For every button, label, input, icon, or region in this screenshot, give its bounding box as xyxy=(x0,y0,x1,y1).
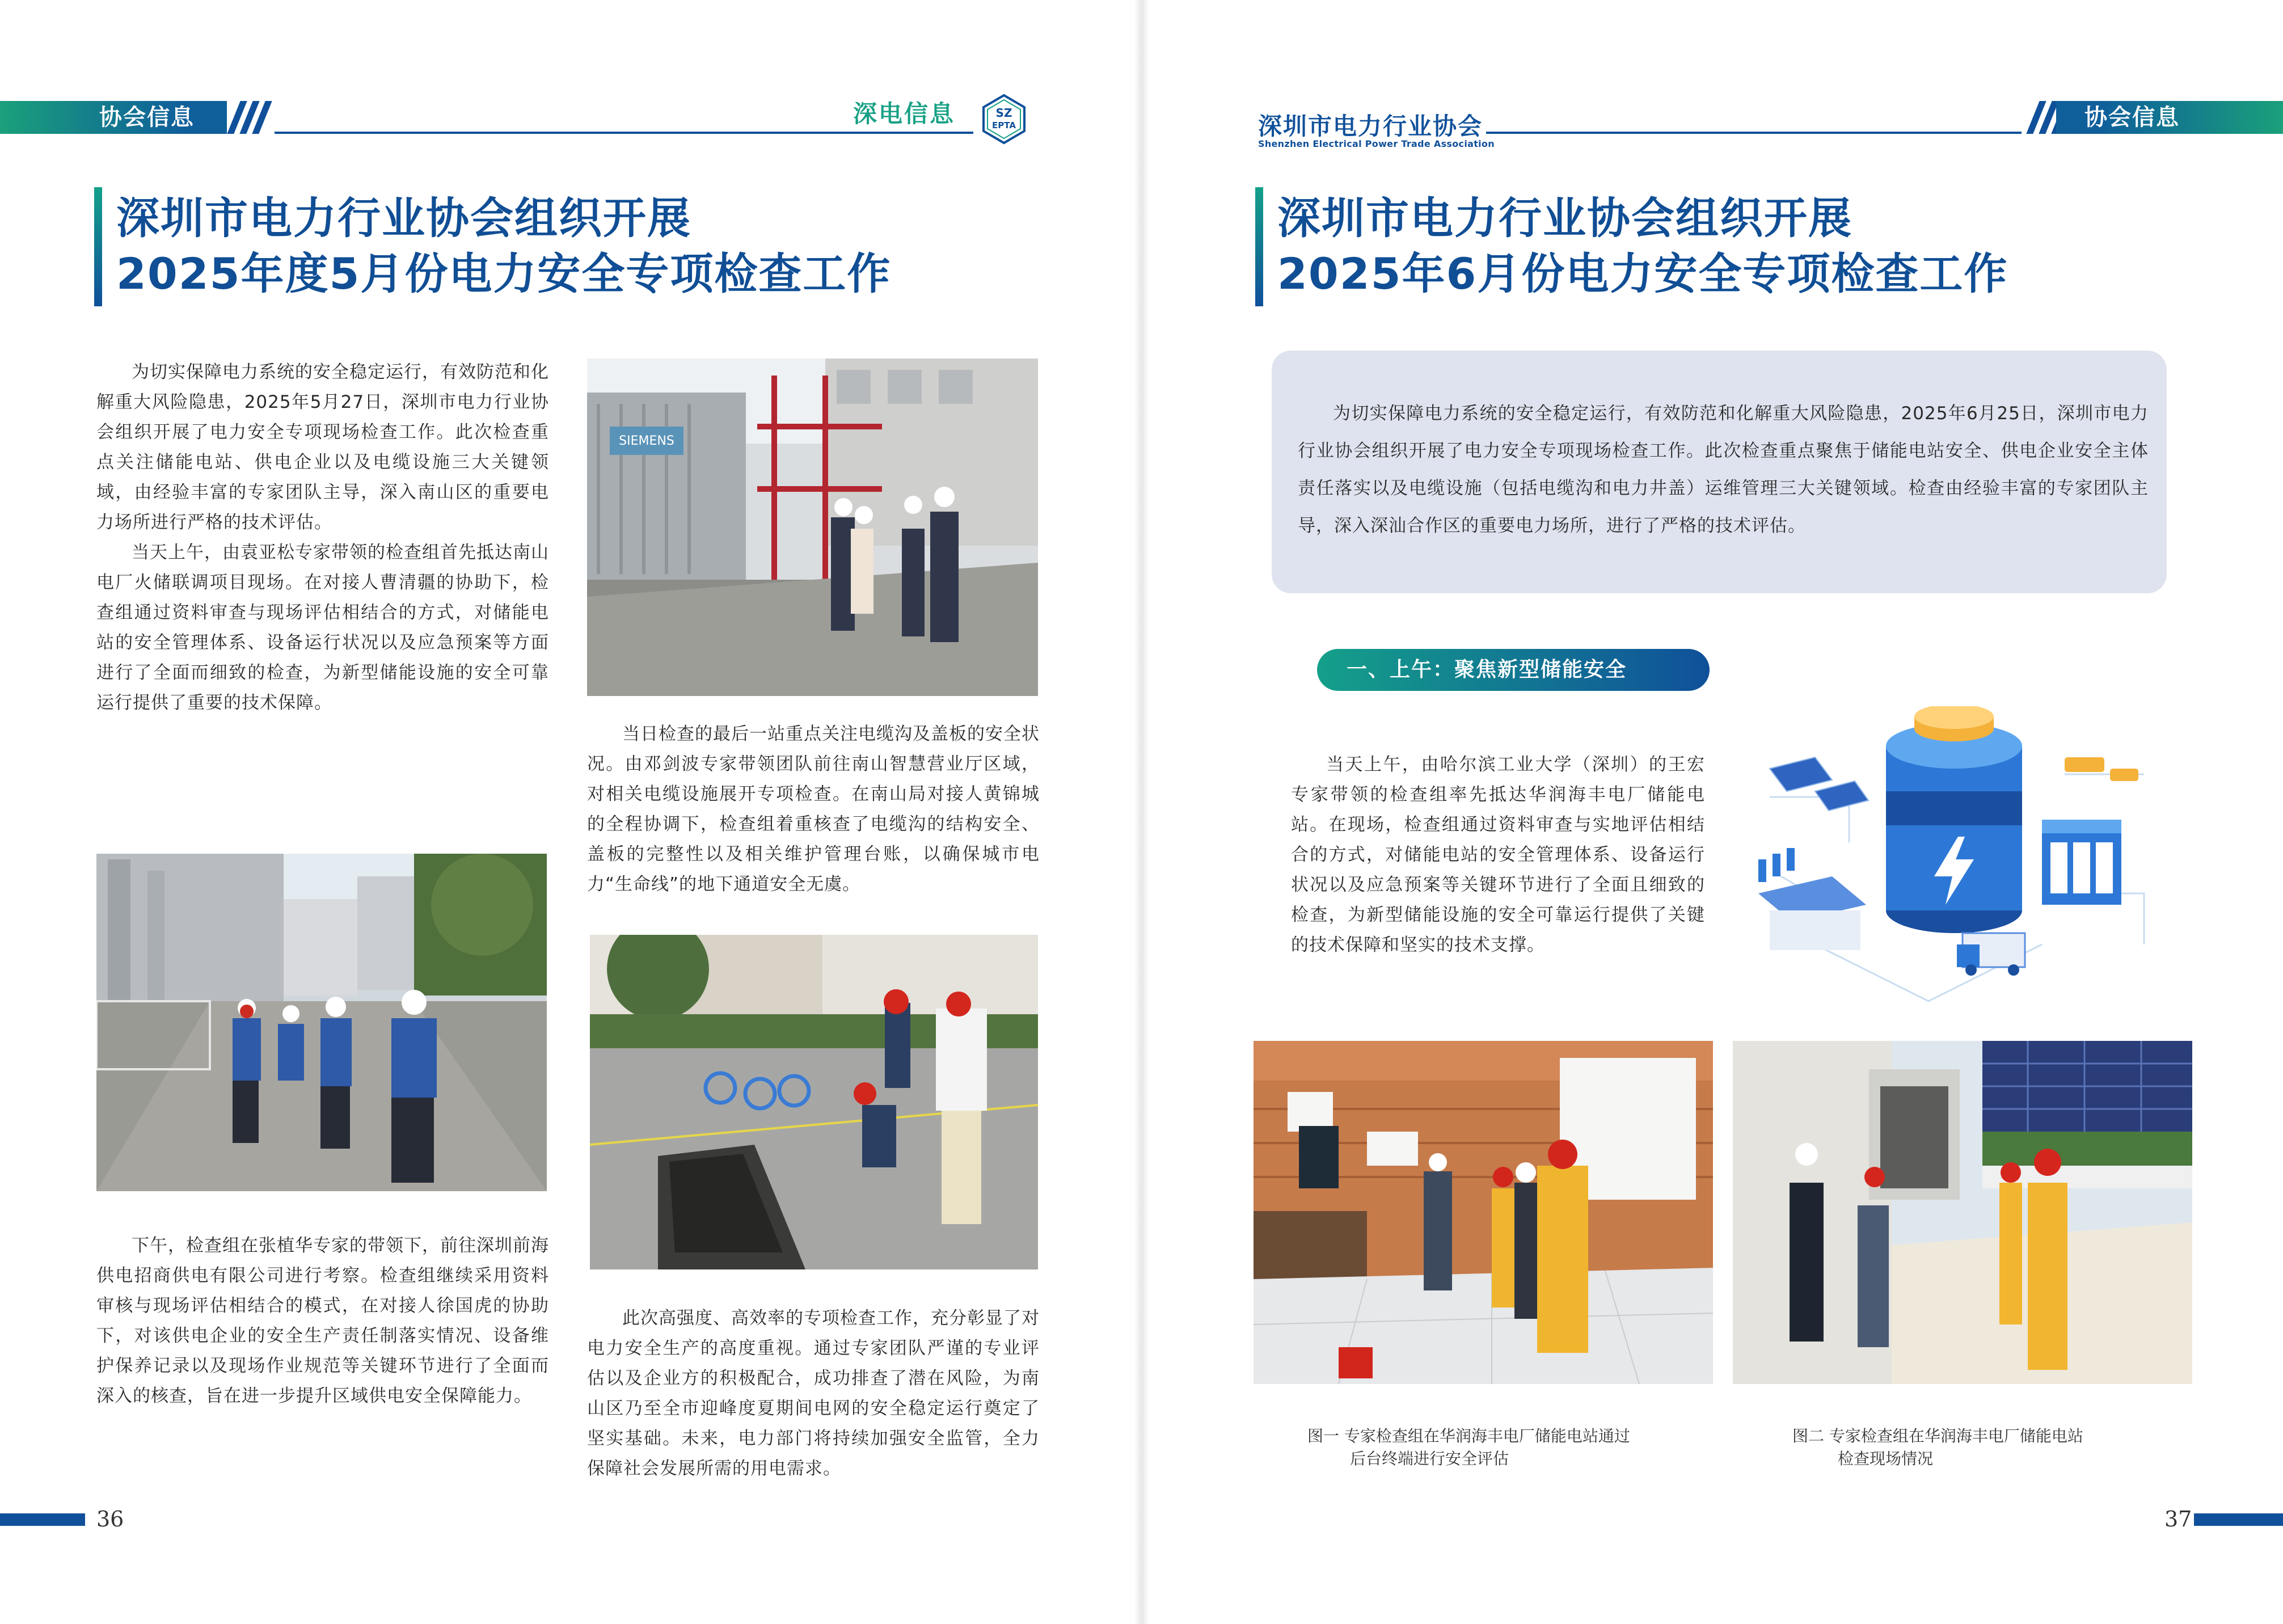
photo-storage-site xyxy=(1733,1041,2192,1384)
paragraph: 当天上午，由袁亚松专家带领的检查组首先抵达南山电厂火储联调项目现场。在对接人曹清疆的协助下，检查组通过资料审查与现场评估相结合的方式，对储能电站的安全管理体系、设备运行状况以及应急预案等方面进行了全面而细致的检查，为新型储能设施的安全可靠运行提供了重要的技术保障。 xyxy=(96,542,549,713)
cabinet-icon xyxy=(2042,820,2121,905)
right-title-accent xyxy=(1255,187,1263,306)
intro-text xyxy=(1298,395,2149,545)
left-header-tab xyxy=(0,101,227,134)
paragraph: 下午，检查组在张植华专家的带领下，前往深圳前海供电招商供电有限公司进行考察。检查组继续采用资料审核与现场评估相结合的模式，在对接人徐国虎的协助下，对该供电企业的安全生产责任制落实情况、设备维护保养记录以及现场作业规范等关键环节进行了全面而深入的核查，旨在进一步提升区域供电安全保障能力。 xyxy=(96,1235,549,1406)
left-title-line-1: 深圳市电力行业协会组织开展 xyxy=(116,193,691,243)
battery-cells-icon xyxy=(1758,848,1795,882)
book-spine xyxy=(1134,0,1149,1624)
caption-1-line-2: 后台终端进行安全评估 xyxy=(1350,1449,1509,1468)
left-text-block-2 xyxy=(96,1231,549,1411)
section-text xyxy=(1291,750,1705,960)
photo-transformer-inspection xyxy=(587,358,1038,696)
right-title-line-1: 深圳市电力行业协会组织开展 xyxy=(1277,193,1852,243)
left-header-title: 深电信息 xyxy=(853,100,956,128)
right-page-number: 37 xyxy=(2164,1507,2192,1532)
right-tab-label: 协会信息 xyxy=(2084,104,2180,130)
section-heading: 一、上午：聚焦新型储能安全 xyxy=(1317,649,1710,691)
association-logo-icon xyxy=(978,93,1030,145)
caption-1-line-1: 图一 专家检查组在华润海丰电厂储能电站通过 xyxy=(1307,1427,1630,1445)
left-tab-label: 协会信息 xyxy=(99,104,195,130)
caption-2-line-2: 检查现场情况 xyxy=(1838,1449,1934,1468)
left-page-number: 36 xyxy=(96,1507,124,1532)
photo-control-room xyxy=(1254,1041,1713,1384)
solar-panel-icon xyxy=(1770,757,1868,811)
paragraph: 此次高强度、高效率的专项检查工作，充分彰显了对电力安全生产的高度重视。通过专家团队严谨的专业评估以及企业方的积极配合，成功排查了潜在风险，为南山区乃至全市迎峰度夏期间电网的安全稳定运行奠定了坚实基础。未来，电力部门将持续加强安全监管，全力保障社会发展所需的用电需求。 xyxy=(587,1308,1040,1479)
logo-text-sz: SZ xyxy=(995,106,1012,120)
association-name-en: Shenzhen Electrical Power Trade Association xyxy=(1258,138,1495,149)
transformer-brand-label: SIEMENS xyxy=(619,434,674,448)
left-title-accent xyxy=(94,187,102,306)
paragraph: 当日检查的最后一站重点关注电缆沟及盖板的安全状况。由邓剑波专家带领团队前往南山智慧营业厅区域，对相关电缆设施展开专项检查。在南山局对接人黄锦城的全程协调下，检查组着重核查了电缆沟的结构安全、盖板的完整性以及相关维护管理台账，以确保城市电力“生命线”的地下通道安全无虞。 xyxy=(587,724,1040,895)
battery-icon xyxy=(1886,706,2022,933)
logo-text-epta: EPTA xyxy=(992,120,1016,130)
right-column-text-2 xyxy=(587,1304,1040,1484)
left-footer-bar xyxy=(0,1513,85,1526)
photo-cable-trench xyxy=(590,935,1038,1269)
association-name-cn: 深圳市电力行业协会 xyxy=(1258,112,1483,140)
left-header-rule xyxy=(275,132,973,134)
left-title-line-2: 2025年度5月份电力安全专项检查工作 xyxy=(116,248,892,299)
house-icon xyxy=(1758,876,1866,950)
right-column-text-1 xyxy=(587,719,1040,900)
battery-pack-icon xyxy=(2065,757,2138,781)
left-text-block-1 xyxy=(96,357,549,718)
right-header-tab xyxy=(2056,101,2283,134)
caption-2-line-1: 图二 专家检查组在华润海丰电厂储能电站 xyxy=(1792,1427,2083,1445)
right-header-rule xyxy=(1486,132,2022,134)
energy-storage-illustration xyxy=(1747,706,2167,1013)
intro-paragraph: 为切实保障电力系统的安全稳定运行，有效防范和化解重大风险隐患，2025年6月25日，深圳市电力行业协会组织开展了电力安全专项现场检查工作。此次检查重点聚焦于储能电站安全、供电企业安全主体责任落实以及电缆设施（包括电缆沟和电力井盖）运维管理三大关键领域。检查由经验丰富的专家团队主导，深入深汕合作区的重要电力场所，进行了严格的技术评估。 xyxy=(1298,403,2149,536)
photo-team-walking xyxy=(96,854,547,1191)
paragraph: 当天上午，由哈尔滨工业大学（深圳）的王宏专家带领的检查组率先抵达华润海丰电厂储能电站。在现场，检查组通过资料审查与实地评估相结合的方式，对储能电站的安全管理体系、设备运行状况以及应急预案等关键环节进行了全面且细致的检查，为新型储能设施的安全可靠运行提供了关键的技术保障和坚实的技术支撑。 xyxy=(1291,754,1705,955)
right-title-line-2: 2025年6月份电力安全专项检查工作 xyxy=(1277,248,2008,299)
paragraph: 为切实保障电力系统的安全稳定运行，有效防范和化解重大风险隐患，2025年5月27日，深圳市电力行业协会组织开展了电力安全专项现场检查工作。此次检查重点关注储能电站、供电企业以及电缆设施三大关键领域，由经验丰富的专家团队主导，深入南山区的重要电力场所进行严格的技术评估。 xyxy=(96,362,549,533)
right-footer-bar xyxy=(2194,1513,2283,1526)
